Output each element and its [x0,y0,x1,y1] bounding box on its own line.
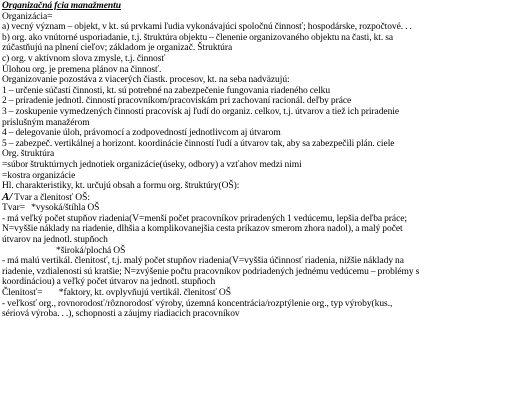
tvar-label: Tvar= [2,203,26,214]
document-page [2,1,524,320]
text-line: zúčastňujú na plnení cieľov; základom je organizač. Štruktúra [2,43,233,54]
list-item: 3 – zoskupenie vymedzených činností pracovísk aj ľudí do organiz. celkov, t.j. útvarov a tiež ich priradenie [2,106,400,117]
text-line: b) org. ako vnútorné usporiadanie, t.j. štruktúra objektu – členenie organizovaného objektu na časti, kt. sa [2,32,394,43]
text-line: c) org. v aktívnom slova zmysle, t.j. činnosť [2,53,166,64]
list-item: 5 – zabezpeč. vertikálnej a horizont. koordinácie činností ľudí a útvarov tak, aby sa zabezpečili plán. ciele [2,138,395,149]
list-item: 1 – určenie súčastí činnosti, kt. sú potrebné na zabezpečenie fungovania riadeného celku [2,85,331,96]
text-line: Org. štruktúra [2,149,55,160]
list-item-continuation: príslušným manažérom [2,117,90,128]
tvar-item: *vysoká/štíhla OŠ [31,203,100,214]
text-line: N=vyššie náklady na riadenie, dlhšia a komplikovanejšia cesta príkazov smerom zhora nadol), a malý počet [2,224,403,235]
text-line: - má veľký počet stupňov riadenia(V=menší počet pracovníkov priradených 1 vedúcemu, lepšia deľba práce; [2,213,407,224]
text-line: sériová výroba. . .), schopnosti a záujmy riadiacich pracovníkov [2,309,240,320]
clenitost-item: *faktory, kt. ovplyvňujú vertikál. členitosť OŠ [58,288,231,299]
text-line: =súbor štruktúrnych jednotiek organizácie(úseky, odbory) a vzťahov medzi nimi [2,159,302,170]
tvar-line [2,203,524,214]
tvar-siroka-item: *široká/plochá OŠ [56,245,126,256]
text-line: a) vecný význam – objekt, v kt. sú prvkami ľudia vykonávajúci spoločnú činnosť; hospodárske, rozpočtové. . . [2,22,412,33]
text-line: - má malú vertikál. členitosť, t.j. malý počet stupňov riadenia(V=vyššia účinnosť riadenia, nižšie náklady na [2,256,404,267]
text-line: =kostra organizácie [2,170,76,181]
text-line: riadenie, vzdialenosti sú kratšie; N=zvýšenie počtu pracovníkov podriadených jednému vedúcemu – problémy s [2,266,420,277]
text-line: koordináciou) a veľký počet útvarov na jednotl. stupňoch [2,277,216,288]
text-line: - veľkosť org., rovnorodosť/rôznorodosť výroby, územná koncentrácia/rozptýlenie org., typ výroby(kus., [2,298,393,309]
section-marker: A/ [2,190,13,203]
text-line: Organizovanie pozostáva z viacerých čiastk. procesov, kt. na seba nadväzujú: [2,75,290,86]
text-line: Hl. charakteristiky, kt. určujú obsah a formu org. štruktúry(OŠ): [2,181,240,192]
document-title: Organizačná fcia manažmentu [2,1,121,11]
clenitost-line [2,288,524,299]
clenitost-label: Členitosť= [2,288,43,299]
section-heading-text: Tvar a členitosť OŠ: [12,192,90,203]
text-line: Organizácia= [2,11,53,22]
text-line: útvarov na jednotl. stupňoch [2,235,108,246]
section-heading-a [2,192,524,204]
list-item: 4 – delegovanie úloh, právomocí a zodpovedností jednotlivcom aj útvarom [2,128,281,139]
text-line: Úlohou org. je premena plánov na činnosť. [2,64,162,75]
list-item: 2 – priradenie jednotl. činností pracovníkom/pracoviskám pri zachovaní racionál. deľby práce [2,96,352,107]
